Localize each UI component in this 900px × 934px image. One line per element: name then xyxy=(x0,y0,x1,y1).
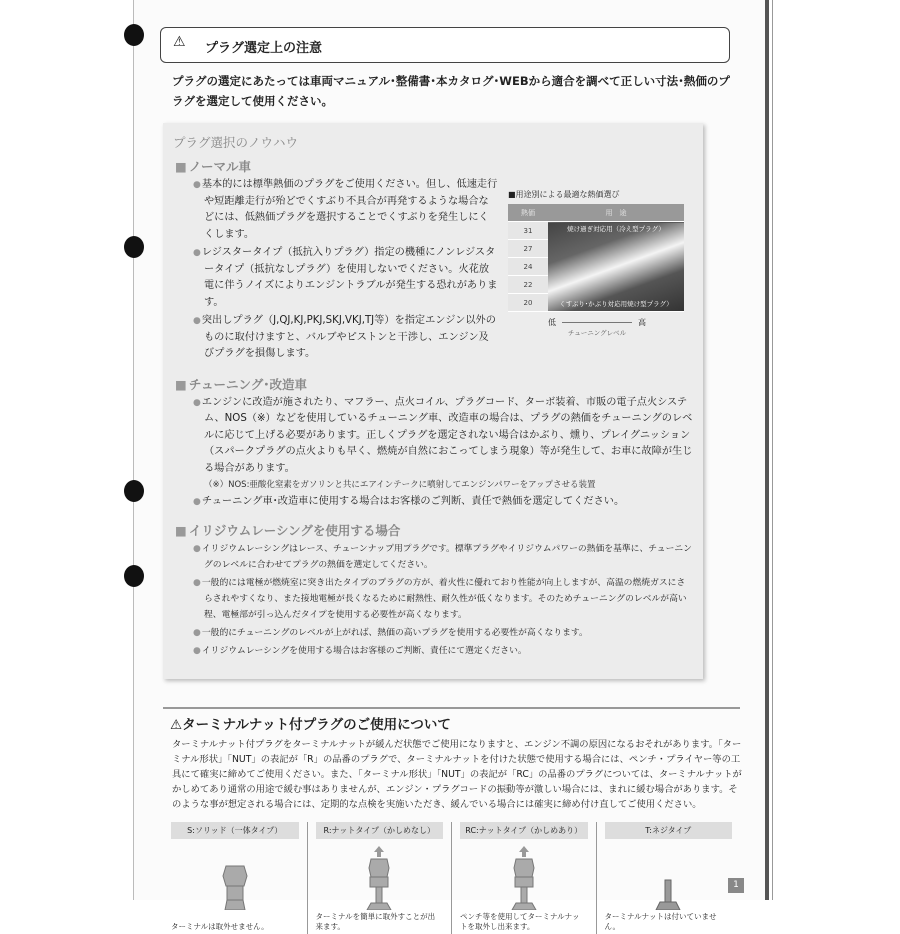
heat-value: 24 xyxy=(508,258,548,276)
section-header xyxy=(160,27,730,63)
bottom-use: くすぶり･かぶり対応用焼け型プラグ） xyxy=(559,300,673,308)
tuning-section xyxy=(173,375,693,511)
bullet: ● 突出しプラグ（J,QJ,KJ,PKJ,SKJ,VKJ,TJ等）を指定エンジン以外のものに取付けますと、バルブやピストンと干渉し、エンジン及びプラグを損傷します。 xyxy=(193,313,498,363)
type-caption: ペンチ等を使用してターミナルナットを取外し出来ます。 xyxy=(460,911,580,931)
binder-hole xyxy=(124,565,144,587)
top-use: 焼け過ぎ対応用（冷え型プラグ） xyxy=(567,225,665,233)
type-label: S:ソリッド（一体タイプ） xyxy=(171,822,299,839)
terminal-title xyxy=(170,713,742,733)
iridium-section xyxy=(173,521,693,659)
solid-terminal-illustration xyxy=(215,850,255,910)
normal-bullets xyxy=(193,177,498,365)
page-content xyxy=(160,27,742,934)
heat-value-table xyxy=(508,204,684,312)
nos-note: （※）NOS:亜酸化窒素をガソリンと共にエアインテークに噴射してエンジンパワーをアップさせる装置 xyxy=(204,480,596,490)
page-edge-line xyxy=(772,0,773,900)
axis-high: 高 xyxy=(638,318,646,327)
chart-title: ■用途別による最適な熱価選び xyxy=(508,190,620,199)
terminal-paragraph: ターミナルナット付プラグをターミナルナットが緩んだ状態でご使用になりますと、エンジン不調の原因になるおそれがあります。「ターミナル形状」「NUT」の表記が「R」の品番のプラグで、ターミナルナットを付けた状態で使用する場合には、ペンチ・プライヤー等の工具にて確実に締めてご使用ください。また、「ターミナル形状」「NUT」の表記が「RC」の品番のプラグについては、ターミナルナットがかしめてあり通常の用途で緩む事はありませんが、エンジン・プラグコードの振動等が激しい場合には、まれに緩む場合があります。そのような事が想定される場合には、定期的な点検を実施いただき、緩んでいる場合には確実に締め付け直してご使用ください。 xyxy=(172,738,742,810)
type-label: R:ナットタイプ（かしめなし） xyxy=(316,822,444,839)
iridium-bullets xyxy=(193,541,693,659)
bullet: ● チューニング車･改造車に使用する場合はお客様のご判断、責任で熱価を選定してください。 xyxy=(193,494,693,511)
page-edge xyxy=(765,0,769,900)
bullet: ● レジスタータイプ（抵抗入りプラグ）指定の機種にノンレジスタータイプ（抵抗なしプラグ）を使用しないでください。火花放電に伴うノイズによりエンジントラブルが発生する恐れがあります。 xyxy=(193,245,498,311)
normal-heading: ■ ノーマル車 xyxy=(175,157,693,175)
heat-value: 22 xyxy=(508,276,548,294)
tuning-bullets xyxy=(193,395,693,511)
bullet: ● エンジンに改造が施されたり、マフラー、点火コイル、プラグコード、ターボ装着、市販の電子点火システム、NOS（※）などを使用しているチューニング車、改造車の場合は、プラグの熱価をチューニングのレベルに応じて上げる必要があります。正しくプラグを選定されない場合はかぶり、燻り、プレイグニッション（スパークプラグの点火よりも早く、燃焼が自然におこってしまう現象）等が発生して、お車に故障が生じる場合があります。 xyxy=(193,395,693,478)
page-number: 1 xyxy=(728,878,744,893)
screw-terminal-illustration xyxy=(648,870,688,910)
type-r xyxy=(308,822,453,934)
axis-low: 低 xyxy=(548,318,556,327)
axis-label: チューニングレベル xyxy=(567,329,627,337)
warning-icon: ⚠ xyxy=(170,716,183,733)
col-heat: 熱価 xyxy=(508,204,548,222)
terminal-title-text: ターミナルナット付プラグのご使用について xyxy=(182,716,451,733)
terminal-types xyxy=(163,822,740,934)
divider xyxy=(163,707,740,709)
type-caption: ターミナルナットは付いていません。 xyxy=(604,911,717,931)
bullet: ● 一般的には電極が燃焼室に突き出たタイプのプラグの方が、着火性に優れており性能が向上しますが、高温の燃焼ガスにさらされやすくなり、また接地電極が長くなるために耐熱性、耐久性が低くなります。そのためチューニングのレベルが高い程、電極部が引っ込んだタイプを使用する必要性が高くなります。 xyxy=(193,575,693,623)
col-use: 用 途 xyxy=(548,204,684,222)
heat-value-chart xyxy=(508,189,686,337)
bullet: ● イリジウムレーシングを使用する場合はお客様のご判断、責任にて選定ください。 xyxy=(193,643,693,659)
tuning-heading: ■ チューニング･改造車 xyxy=(175,375,693,393)
warning-icon: ⚠ xyxy=(173,34,186,50)
normal-section xyxy=(173,177,693,365)
binder-hole xyxy=(124,480,144,502)
knowhow-title: プラグ選択のノウハウ xyxy=(173,135,299,150)
type-rc xyxy=(452,822,597,934)
tuning-axis xyxy=(508,317,686,328)
type-label: RC:ナットタイプ（かしめあり） xyxy=(460,822,588,839)
type-label: T:ネジタイプ xyxy=(605,822,733,839)
type-s xyxy=(163,822,308,934)
bullet: ● イリジウムレーシングはレース、チューンナップ用プラグです。標準プラグやイリジウムパワーの熱価を基準に、チューニングのレベルに合わせてプラグの熱価を選定してください。 xyxy=(193,541,693,573)
intro-text: プラグの選定にあたっては車両マニュアル･整備書･本カタログ･WEBから適合を調べて正しい寸法･熱価のプラグを選定して使用ください。 xyxy=(172,74,730,108)
binder-hole xyxy=(124,24,144,46)
knowhow-panel xyxy=(163,123,703,679)
type-caption: ターミナルは取外せません。 xyxy=(171,921,269,931)
heat-value: 31 xyxy=(508,222,548,240)
heat-value: 20 xyxy=(508,294,548,312)
binder-hole xyxy=(124,236,144,258)
section-title: プラグ選定上の注意 xyxy=(205,41,323,56)
type-t xyxy=(597,822,741,934)
heat-value: 27 xyxy=(508,240,548,258)
type-caption: ターミナルを簡単に取外すことが出来ます。 xyxy=(315,911,436,931)
iridium-heading: ■ イリジウムレーシングを使用する場合 xyxy=(175,521,693,539)
axis-arrow xyxy=(562,322,632,323)
usage-gradient xyxy=(548,222,684,312)
bullet: ● 一般的にチューニングのレベルが上がれば、熱価の高いプラグを使用する必要性が高くなります。 xyxy=(193,625,693,641)
bullet: ● 基本的には標準熱価のプラグをご使用ください。但し、低速走行や短距離走行が殆どでくすぶり不具合が再発するような場合などには、低熱価プラグを選択することでくすぶりを発生しにくくします。 xyxy=(193,177,498,243)
